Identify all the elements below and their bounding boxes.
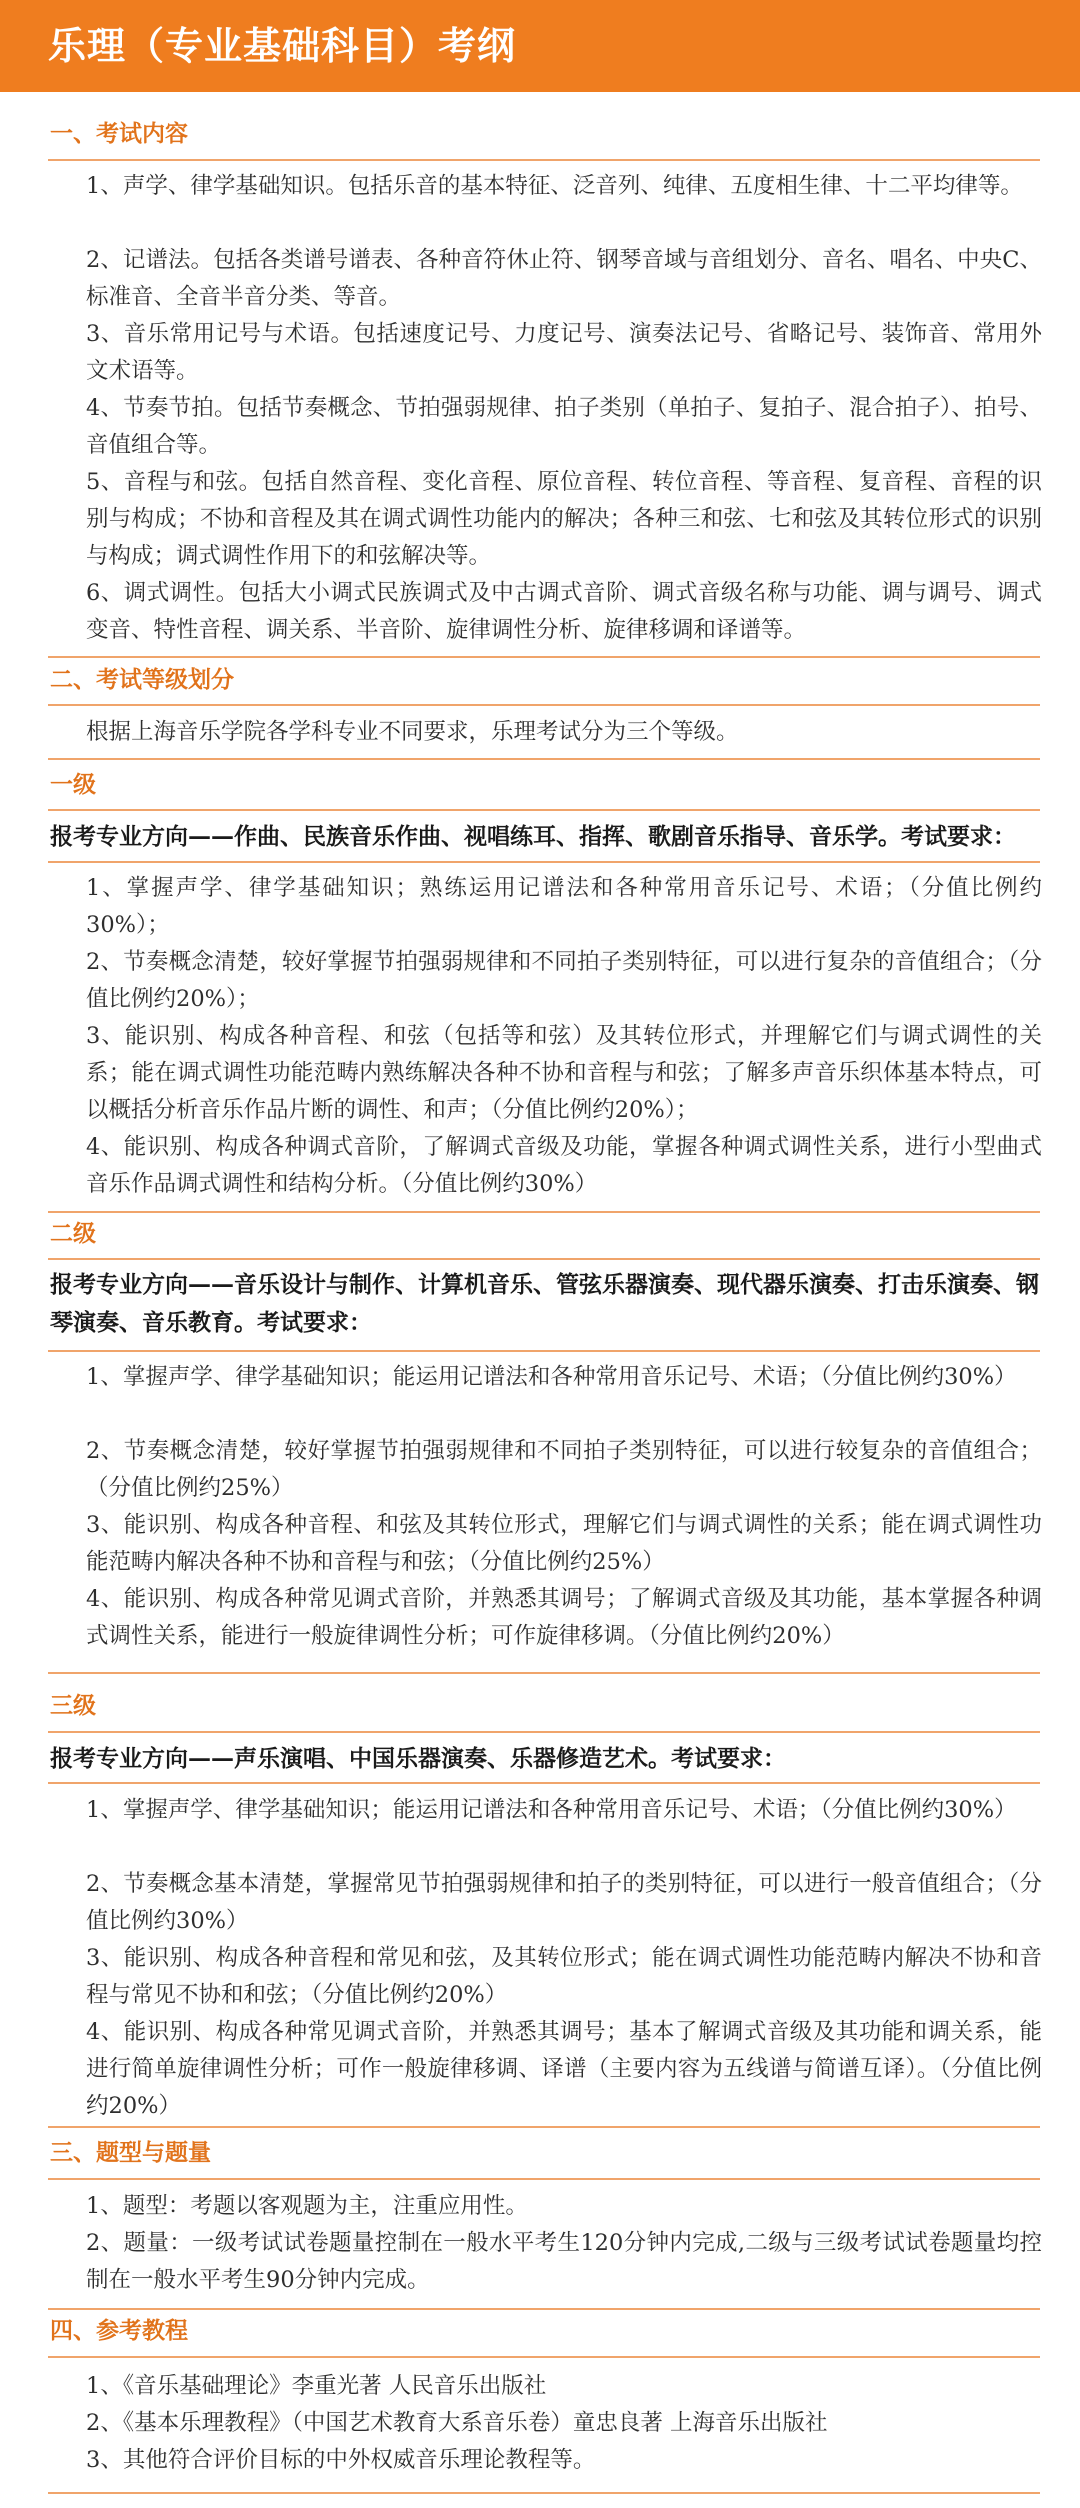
- list-item: 2、节奏概念清楚，较好掌握节拍强弱规律和不同拍子类别特征，可以进行复杂的音值组合；（分值比例约20%）；: [86, 949, 1042, 1012]
- section-heading-exam-content: 一、考试内容: [50, 120, 188, 147]
- list-item: 2、题量：一级考试试卷题量控制在一般水平考生120分钟内完成,二级与三级考试试卷题量均控制在一般水平考生90分钟内完成。: [86, 2230, 1042, 2293]
- list-item: 1、掌握声学、律学基础知识；能运用记谱法和各种常用音乐记号、术语；（分值比例约30%）: [86, 1797, 1017, 1823]
- list-item: 6、调式调性。包括大小调式民族调式及中古调式音阶、调式音级名称与功能、调与调号、调式变音、特性音程、调关系、半音阶、旋律调性分析、旋律移调和译谱等。: [86, 580, 1042, 643]
- divider: [48, 1350, 1040, 1352]
- list-item: 3、其他符合评价目标的中外权威音乐理论教程等。: [86, 2447, 596, 2473]
- page-title: 乐理（专业基础科目）考纲: [48, 23, 517, 68]
- list-item: 3、能识别、构成各种音程、和弦（包括等和弦）及其转位形式，并理解它们与调式调性的关系；能在调式调性功能范畴内熟练解决各种不协和音程与和弦；了解多声音乐织体基本特点，可以概括分析音乐作品片断的调性、和声；（分值比例约20%）；: [86, 1023, 1042, 1123]
- level-heading-3: 三级: [50, 1692, 96, 1719]
- divider: [48, 2492, 1040, 2494]
- divider: [48, 704, 1040, 706]
- divider: [48, 861, 1040, 863]
- list-item: 4、能识别、构成各种调式音阶，了解调式音级及功能，掌握各种调式调性关系，进行小型曲式音乐作品调式调性和结构分析。（分值比例约30%）: [86, 1134, 1042, 1197]
- divider: [48, 2308, 1040, 2310]
- list-item: 2、记谱法。包括各类谱号谱表、各种音符休止符、钢琴音域与音组划分、音名、唱名、中央C、标准音、全音半音分类、等音。: [86, 247, 1042, 310]
- list-item: 3、能识别、构成各种音程和常见和弦，及其转位形式；能在调式调性功能范畴内解决不协和音程与常见不协和和弦；（分值比例约20%）: [86, 1945, 1042, 2008]
- level-heading-1: 一级: [50, 771, 96, 798]
- divider: [48, 1782, 1040, 1784]
- section-heading-level-division: 二、考试等级划分: [50, 666, 234, 693]
- divider: [48, 159, 1040, 161]
- level-3-requirement: 报考专业方向——声乐演唱、中国乐器演奏、乐器修造艺术。考试要求：: [50, 1745, 786, 1772]
- list-item: 3、音乐常用记号与术语。包括速度记号、力度记号、演奏法记号、省略记号、装饰音、常用外文术语等。: [86, 321, 1042, 384]
- divider: [48, 809, 1040, 811]
- intro-text: 根据上海音乐学院各学科专业不同要求，乐理考试分为三个等级。: [86, 719, 739, 745]
- level-1-requirement: 报考专业方向——作曲、民族音乐作曲、视唱练耳、指挥、歌剧音乐指导、音乐学。考试要求：: [50, 823, 1016, 850]
- list-item: 2、节奏概念基本清楚，掌握常见节拍强弱规律和拍子的类别特征，可以进行一般音值组合；（分值比例约30%）: [86, 1871, 1042, 1934]
- list-item: 4、能识别、构成各种常见调式音阶，并熟悉其调号；基本了解调式音级及其功能和调关系，能进行简单旋律调性分析；可作一般旋律移调、译谱（主要内容为五线谱与简谱互译）。（分值比例约20%）: [86, 2019, 1042, 2119]
- section-heading-references: 四、参考教程: [50, 2317, 188, 2344]
- divider: [48, 2356, 1040, 2358]
- list-item: 1、掌握声学、律学基础知识；能运用记谱法和各种常用音乐记号、术语；（分值比例约30%）: [86, 1364, 1017, 1390]
- divider: [48, 2126, 1040, 2128]
- list-item: 5、音程与和弦。包括自然音程、变化音程、原位音程、转位音程、等音程、复音程、音程的识别与构成；不协和音程及其在调式调性功能内的解决；各种三和弦、七和弦及其转位形式的识别与构成；调式调性作用下的和弦解决等。: [86, 469, 1042, 569]
- section-heading-question-types: 三、题型与题量: [50, 2139, 211, 2166]
- list-item: 1、声学、律学基础知识。包括乐音的基本特征、泛音列、纯律、五度相生律、十二平均律等。: [86, 173, 1023, 199]
- divider: [48, 1672, 1040, 1674]
- list-item: 4、能识别、构成各种常见调式音阶，并熟悉其调号；了解调式音级及其功能，基本掌握各种调式调性关系，能进行一般旋律调性分析；可作旋律移调。（分值比例约20%）: [86, 1586, 1042, 1649]
- list-item: 1、掌握声学、律学基础知识；熟练运用记谱法和各种常用音乐记号、术语；（分值比例约30%）；: [86, 875, 1042, 938]
- level-heading-2: 二级: [50, 1220, 96, 1247]
- divider: [48, 1211, 1040, 1213]
- list-item: 4、节奏节拍。包括节奏概念、节拍强弱规律、拍子类别（单拍子、复拍子、混合拍子）、拍号、音值组合等。: [86, 395, 1042, 458]
- divider: [48, 1258, 1040, 1260]
- divider: [48, 656, 1040, 658]
- list-item: 2、《基本乐理教程》（中国艺术教育大系音乐卷）童忠良著 上海音乐出版社: [86, 2410, 828, 2436]
- list-item: 2、节奏概念清楚，较好掌握节拍强弱规律和不同拍子类别特征，可以进行较复杂的音值组合；（分值比例约25%）: [86, 1438, 1042, 1501]
- list-item: 1、《音乐基础理论》李重光著 人民音乐出版社: [86, 2373, 547, 2399]
- divider: [48, 2178, 1040, 2180]
- list-item: 3、能识别、构成各种音程、和弦及其转位形式，理解它们与调式调性的关系；能在调式调性功能范畴内解决各种不协和音程与和弦；（分值比例约25%）: [86, 1512, 1042, 1575]
- divider: [48, 758, 1040, 760]
- divider: [48, 1731, 1040, 1733]
- level-2-requirement: 报考专业方向——音乐设计与制作、计算机音乐、管弦乐器演奏、现代器乐演奏、打击乐演奏、钢琴演奏、音乐教育。考试要求：: [50, 1271, 1039, 1336]
- list-item: 1、题型：考题以客观题为主，注重应用性。: [86, 2193, 528, 2219]
